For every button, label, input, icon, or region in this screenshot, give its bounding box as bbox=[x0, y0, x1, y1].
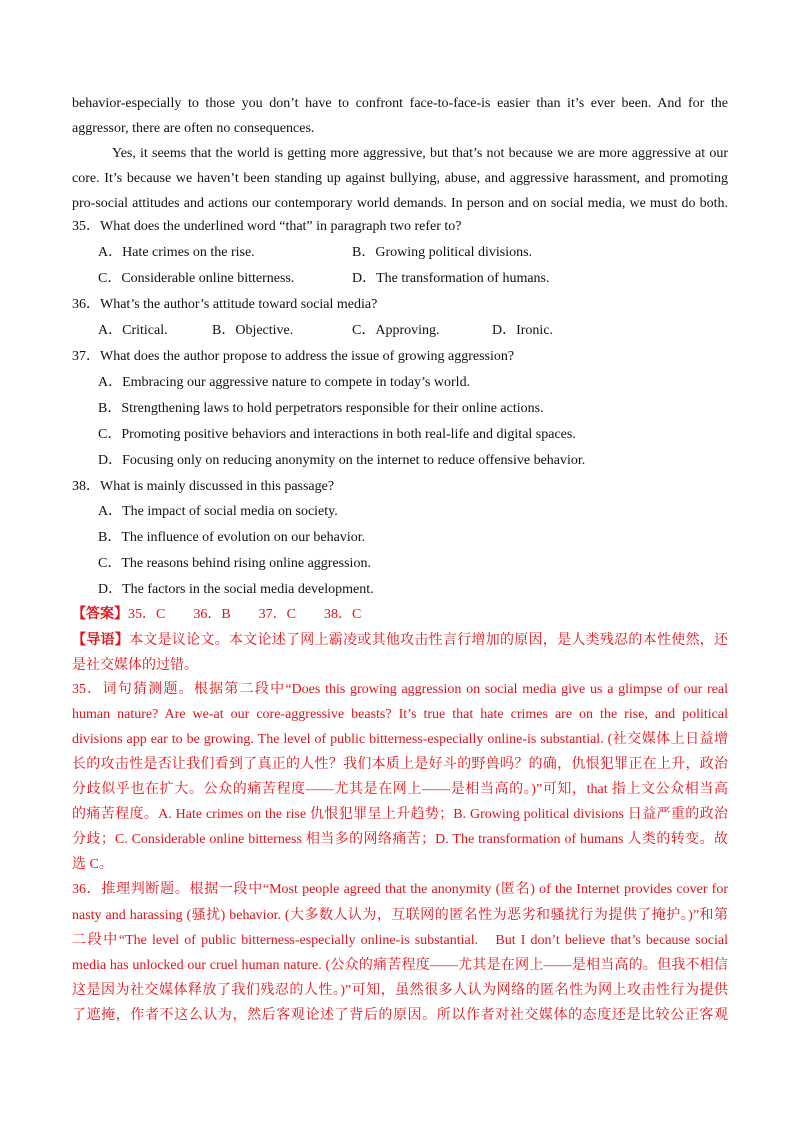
explain-36-line: 了遮掩，作者不这么认为，然后客观论述了背后的原因。所以作者对社交媒体的态度还是比较公正客观 bbox=[72, 1008, 728, 1023]
passage-line: behavior-especially to those you don’t have to confront face-to-face-is easier than it’s ever been. And for the bbox=[72, 96, 728, 111]
question-36-stem: 36．What’s the author’s attitude toward social media? bbox=[72, 297, 378, 312]
question-38-stem: 38．What is mainly discussed in this passage? bbox=[72, 479, 335, 494]
passage-paragraph-start: Yes, it seems that the world is getting more aggressive, but that’s not because we are more aggressive at our bbox=[112, 146, 728, 161]
guide-label: 【导语】 bbox=[72, 633, 130, 648]
guide-line bbox=[72, 630, 728, 652]
question-37-option-d: D．Focusing only on reducing anonymity on the internet to reduce offensive behavior. bbox=[98, 453, 586, 468]
question-38-option-b: B．The influence of evolution on our behavior. bbox=[98, 530, 366, 545]
answer-line bbox=[72, 604, 728, 626]
question-35-option-d: D．The transformation of humans. bbox=[352, 271, 550, 286]
guide-text: 本文是议论文。本文论述了网上霸凌或其他攻击性言行增加的原因，是人类残忍的本性使然，还 bbox=[129, 633, 729, 648]
question-35-option-a: A．Hate crimes on the rise. bbox=[98, 245, 255, 260]
explain-36-line: nasty and harassing (骚扰) behavior. (大多数人认为，互联网的匿名性为恶劣和骚扰行为提供了掩护。)”和第 bbox=[72, 908, 728, 923]
answer-values: 35．C 36．B 37．C 38．C bbox=[128, 607, 362, 622]
explain-35-line: 35．词句猜测题。根据第二段中“Does this growing aggression on social media give us a glimpse of our real bbox=[72, 682, 728, 697]
explain-35-line: 选 C。 bbox=[72, 857, 113, 872]
question-37-option-b: B．Strengthening laws to hold perpetrators responsible for their online actions. bbox=[98, 401, 544, 416]
question-37-stem: 37．What does the author propose to address the issue of growing aggression? bbox=[72, 349, 515, 364]
question-36-option-b: B．Objective. bbox=[212, 323, 294, 338]
question-36-option-c: C．Approving. bbox=[352, 323, 440, 338]
explain-35-line: 长的攻击性是否让我们看到了真正的人性？我们本质上是好斗的野兽吗？的确，仇恨犯罪正在上升，政治 bbox=[72, 757, 728, 772]
question-35-stem: 35．What does the underlined word “that” in paragraph two refer to? bbox=[72, 219, 462, 234]
explain-36-line: 这是因为社交媒体释放了我们残忍的人性。)”可知，虽然很多人认为网络的匿名性为网上攻击性行为提供 bbox=[72, 983, 728, 998]
guide-line-2: 是社交媒体的过错。 bbox=[72, 658, 198, 673]
explain-36-line: 二段中“The level of public bitterness-especially online-is substantial. But I don’t believe that’s because social bbox=[72, 933, 728, 948]
explain-35-line: 分歧似乎也在扩大。公众的痛苦程度——尤其是在网上——是相当高的。)”可知，that 指上文公众相当高 bbox=[72, 782, 728, 797]
explain-35-line: divisions app ear to be growing. The level of public bitterness-especially online-is substantial. (社交媒体上日益增 bbox=[72, 732, 728, 747]
question-38-option-d: D．The factors in the social media development. bbox=[98, 582, 374, 597]
question-35-option-b: B．Growing political divisions. bbox=[352, 245, 533, 260]
explain-36-line: media has unlocked our cruel human nature. (公众的痛苦程度——尤其是在网上——是相当高的。但我不相信 bbox=[72, 958, 728, 973]
question-37-option-a: A．Embracing our aggressive nature to compete in today’s world. bbox=[98, 375, 471, 390]
passage-line: aggressor, there are often no consequences. bbox=[72, 121, 315, 136]
question-36-option-a: A．Critical. bbox=[98, 323, 168, 338]
question-38-option-a: A．The impact of social media on society. bbox=[98, 504, 338, 519]
explain-35-line: human nature? Are we-at our core-aggressive beasts? It’s true that hate crimes are on the rise, and political bbox=[72, 707, 728, 722]
passage-line: core. It’s because we haven’t been standing up against bullying, abuse, and aggressive harassment, and promoting bbox=[72, 171, 728, 186]
explain-35-line: 的痛苦程度。A. Hate crimes on the rise 仇恨犯罪呈上升趋势；B. Growing political divisions 日益严重的政治 bbox=[72, 807, 728, 822]
explain-35-line: 分歧；C. Considerable online bitterness 相当多的网络痛苦；D. The transformation of humans 人类的转变。故 bbox=[72, 832, 728, 847]
question-38-option-c: C．The reasons behind rising online aggression. bbox=[98, 556, 371, 571]
answer-label: 【答案】 bbox=[72, 607, 128, 622]
explain-36-line: 36．推理判断题。根据一段中“Most people agreed that the anonymity (匿名) of the Internet provides cover for bbox=[72, 882, 728, 897]
question-36-option-d: D．Ironic. bbox=[492, 323, 554, 338]
passage-line: pro-social attitudes and actions our contemporary world demands. In person and on social media, we must do both. bbox=[72, 196, 728, 211]
question-35-option-c: C．Considerable online bitterness. bbox=[98, 271, 295, 286]
question-37-option-c: C．Promoting positive behaviors and interactions in both real-life and digital spaces. bbox=[98, 427, 576, 442]
